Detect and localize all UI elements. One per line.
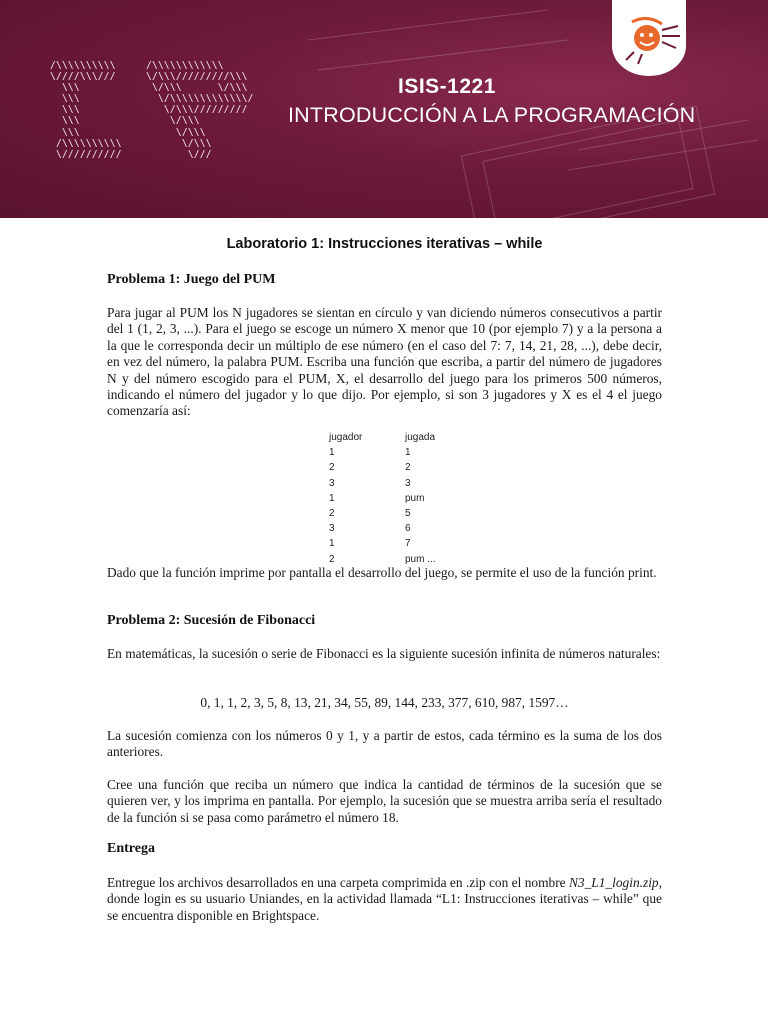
delivery-paragraph	[107, 875, 662, 924]
table-row	[329, 506, 465, 521]
lab-title: Laboratorio 1: Instrucciones iterativas – while	[226, 236, 543, 252]
table-cell: 3	[329, 523, 335, 535]
problem1-paragraph: Para jugar al PUM los N jugadores se sientan en círculo y van diciendo números consecutivos a partir del 1 (1, 2, 3, ...). Para el juego se escoge un número X menor que 10 (por ejemplo 7) y a la persona a la que le corresponda decir un múltiplo de ese número (en el caso del 7: 7, 14, 21, 28, ...), debe decir, en vez del número, la palabra PUM. Escriba una función que escriba, a partir del número de jugadores N y del número escogido para el PUM, X, el desarrollo del juego para los primeros 500 números, indicando el número del jugador y lo que dijo. Por ejemplo, si son 3 jugadores y X es el 4 el juego comenzaría así:	[107, 305, 662, 419]
table-cell: 3	[405, 477, 411, 489]
table-cell: pum	[405, 492, 425, 504]
problem1-heading: Problema 1: Juego del PUM	[107, 272, 276, 287]
delivery-text-after: , donde login es su usuario Uniandes, en la actividad llamada “L1: Instrucciones iterativas – while” que se encuentra disponible en Brightspace.	[107, 875, 662, 923]
delivery-heading: Entrega	[107, 841, 155, 856]
course-banner	[0, 0, 768, 218]
fibonacci-sequence: 0, 1, 1, 2, 3, 5, 8, 13, 21, 34, 55, 89, 144, 233, 377, 610, 987, 1597…	[200, 695, 569, 710]
pum-example-table	[329, 430, 465, 567]
table-cell: 2	[405, 462, 411, 474]
problem1-note: Dado que la función imprime por pantalla el desarrollo del juego, se permite el uso de la función print.	[107, 565, 657, 580]
course-title: INTRODUCCIÓN A LA PROGRAMACIÓN	[288, 103, 696, 127]
table-row	[329, 476, 465, 491]
table-cell: 3	[329, 477, 335, 489]
table-header-jugador: jugador	[329, 432, 363, 444]
delivery-text-before: Entregue los archivos desarrollados en una carpeta comprimida en .zip con el nombre	[107, 875, 569, 890]
table-cell: 7	[405, 538, 411, 550]
table-row	[329, 491, 465, 506]
table-cell: 5	[405, 508, 411, 520]
problem2-explanation: La sucesión comienza con los números 0 y 1, y a partir de estos, cada término es la suma de los dos anteriores.	[107, 728, 662, 760]
course-code: ISIS-1221	[398, 75, 496, 98]
table-cell: 2	[329, 508, 335, 520]
table-cell: 1	[329, 492, 335, 504]
uniandes-badge-icon	[612, 0, 686, 76]
table-row	[329, 445, 465, 460]
table-header-jugada: jugada	[405, 432, 436, 444]
ascii-art-letter-p: /\\\\\\\\\\\\ \/\\\/////////\\\ \/\\\ \/\\\ \/\\\\\\\\\\\\\/ \/\\\///////// \/\\\ \/\\\ \/\\\ \///	[146, 60, 254, 160]
delivery-filename: N3_L1_login.zip	[568, 875, 659, 890]
table-cell: 1	[329, 538, 335, 550]
table-row	[329, 521, 465, 536]
problem2-heading: Problema 2: Sucesión de Fibonacci	[107, 613, 316, 628]
table-cell: 2	[329, 462, 335, 474]
problem2-intro: En matemáticas, la sucesión o serie de Fibonacci es la siguiente sucesión infinita de números naturales:	[107, 646, 661, 661]
table-cell: 1	[329, 447, 335, 459]
table-row	[329, 536, 465, 551]
problem2-task: Cree una función que reciba un número que indica la cantidad de términos de la sucesión que se quieren ver, y los imprima en pantalla. Por ejemplo, la sucesión que se muestra arriba sería el resultado de la función si se pasa como parámetro el número 18.	[107, 777, 662, 825]
table-cell: 1	[405, 447, 411, 459]
table-cell: 2	[329, 553, 335, 565]
table-cell: 6	[405, 523, 411, 535]
table-cell: pum ...	[405, 553, 436, 565]
ascii-art-letter-i: /\\\\\\\\\\ \////\\\/// \\\ \\\ \\\ \\\ \\\ /\\\\\\\\\\ \//////////	[50, 60, 122, 160]
table-row	[329, 460, 465, 475]
